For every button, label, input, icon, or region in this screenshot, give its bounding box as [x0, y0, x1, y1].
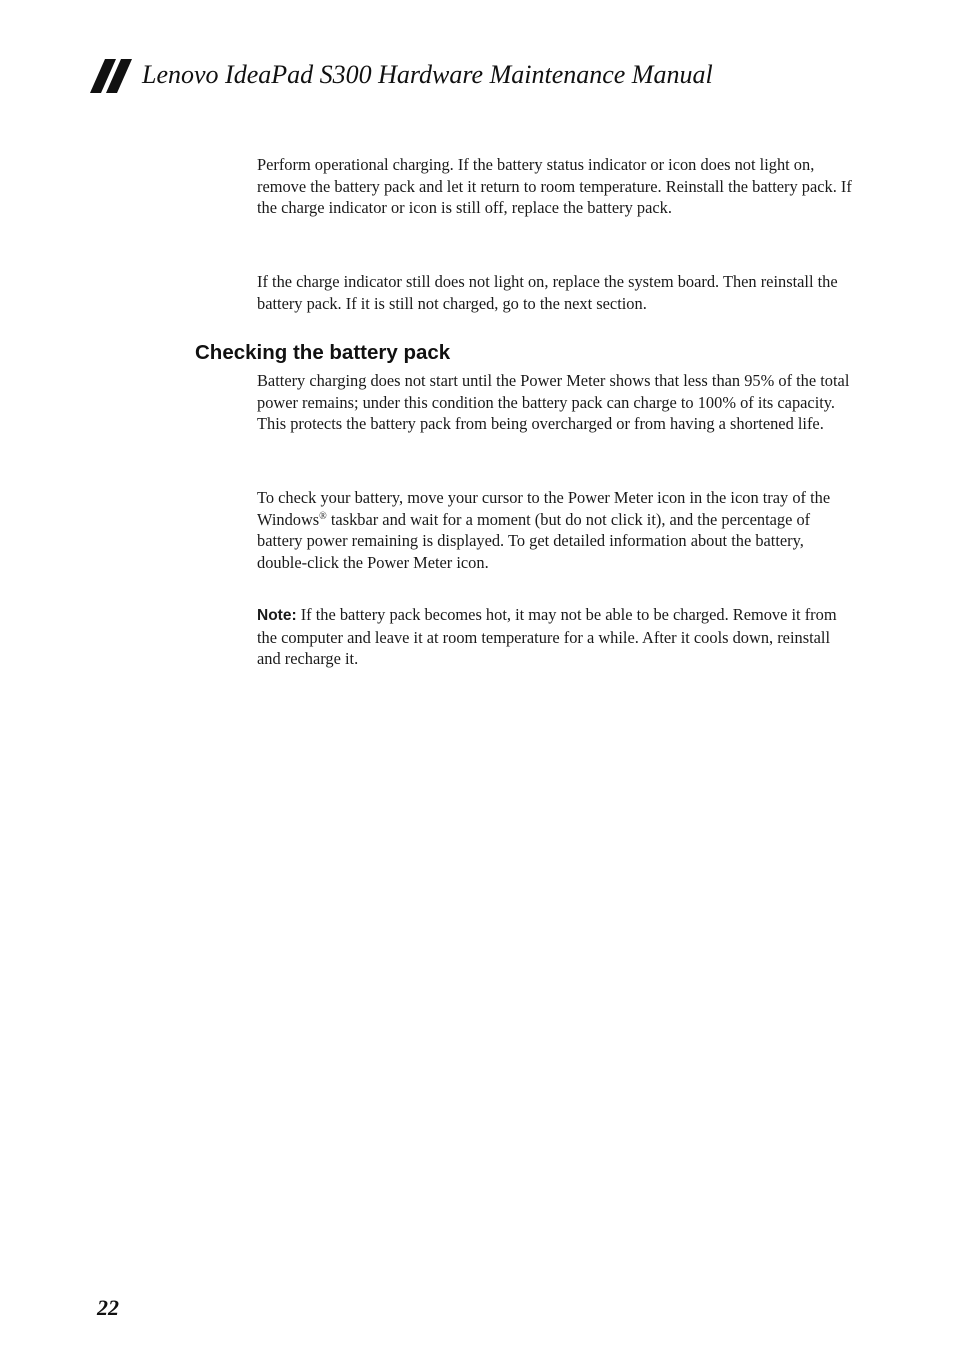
section-paragraph-2-text: [257, 487, 857, 574]
registered-mark: ®: [319, 510, 327, 522]
page-number: 22: [97, 1295, 119, 1320]
intro-paragraph-2-text: If the charge indicator still does not light on, replace the system board. Then reinstall the battery pack. If it is still not charged, go to the next section.: [257, 272, 838, 313]
note-paragraph: [257, 604, 857, 670]
section-paragraph-2: [257, 487, 857, 574]
paragraph-2-part-1: To check your battery, move your cursor to the Power Meter icon in the icon tray of the Windows: [257, 488, 831, 529]
intro-paragraph-1-text: Perform operational charging. If the battery status indicator or icon does not light on, remove the battery pack and let it return to room temperature. Reinstall the battery pack. If the charge indicator or icon is still off, replace the battery pack.: [257, 155, 852, 218]
section-paragraph-1: [257, 370, 857, 435]
intro-paragraph-2: [257, 271, 857, 314]
section-heading: Checking the battery pack: [195, 341, 451, 364]
paragraph-2-part-2: taskbar and wait for a moment (but do not click it), and the percentage of battery power remaining is displayed. To get detailed information about the battery, double-click the Power Meter icon.: [257, 509, 811, 573]
manual-title: Lenovo IdeaPad S300 Hardware Maintenance Manual: [142, 60, 713, 89]
double-slash-icon: [90, 59, 136, 95]
section-paragraph-1-text: Battery charging does not start until the Power Meter shows that less than 95% of the total power remains; under this condition the battery pack can charge to 100% of its capacity. This protects the battery pack from being overcharged or from having a shortened life.: [257, 371, 850, 434]
intro-paragraph-1: [257, 154, 857, 219]
note-label: Note:: [257, 607, 297, 624]
note-text: If the battery pack becomes hot, it may not be able to be charged. Remove it from the computer and leave it at room temperature for a while. After it cools down, reinstall and recharge it.: [257, 605, 837, 669]
note-block: [257, 604, 857, 670]
